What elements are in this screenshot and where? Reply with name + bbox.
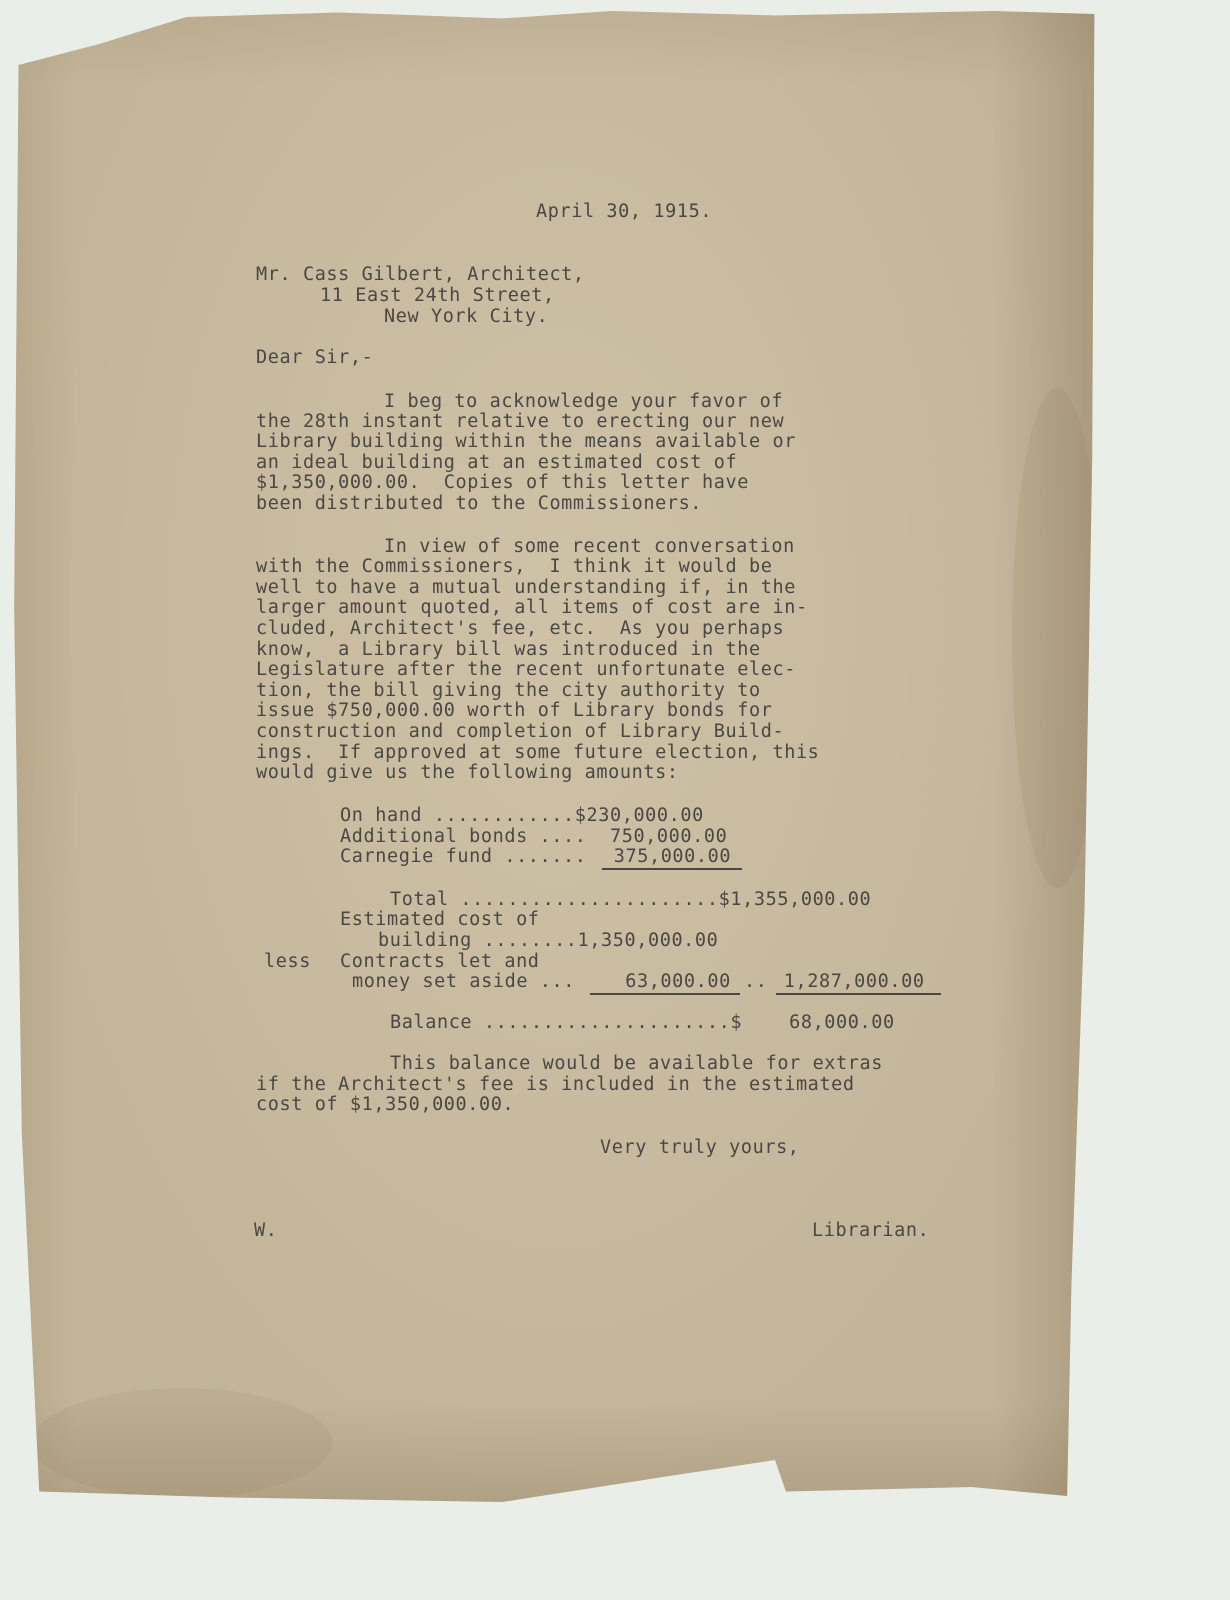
paragraph-2-line: larger amount quoted, all items of cost are in- xyxy=(256,597,808,618)
signature-title: Librarian. xyxy=(812,1220,930,1241)
paragraph-1-line: Library building within the means available or xyxy=(256,431,796,452)
amount-carnegie-label: Carnegie fund ....... xyxy=(340,846,587,867)
contracts-dots: .. xyxy=(744,971,768,992)
less-label: less xyxy=(264,951,311,972)
paragraph-1-line: the 28th instant relative to erecting our new xyxy=(256,411,785,432)
typist-initials: W. xyxy=(254,1220,278,1241)
paragraph-1-line: $1,350,000.00. Copies of this letter have xyxy=(256,472,749,493)
total-underline xyxy=(776,993,941,995)
paragraph-1-line: been distributed to the Commissioners. xyxy=(256,493,703,514)
paragraph-2-line: ings. If approved at some future election, this xyxy=(256,742,820,763)
paragraph-1-line: I beg to acknowledge your favor of xyxy=(384,391,784,412)
paragraph-1-line: an ideal building at an estimated cost of xyxy=(256,452,738,473)
address-city: New York City. xyxy=(384,306,549,327)
amount-balance: Balance .....................$ 68,000.00 xyxy=(390,1012,895,1033)
paper-stain xyxy=(1012,388,1102,888)
subtotal-underline xyxy=(602,868,742,870)
contracts-value: 63,000.00 xyxy=(590,971,731,992)
amount-additional-bonds: Additional bonds .... 750,000.00 xyxy=(340,826,728,847)
amount-carnegie-value: 375,000.00 xyxy=(602,846,732,867)
letter-date: April 30, 1915. xyxy=(536,201,713,222)
estimated-cost-label: Estimated cost of xyxy=(340,909,540,930)
paragraph-2-line: Legislature after the recent unfortunate elec- xyxy=(256,659,796,680)
paper-stain xyxy=(32,1388,332,1498)
paragraph-2-line: In view of some recent conversation xyxy=(384,536,795,557)
contracts-label: Contracts let and xyxy=(340,951,540,972)
paragraph-2-line: construction and completion of Library Build- xyxy=(256,721,785,742)
contracts-total: 1,287,000.00 xyxy=(772,971,925,992)
paragraph-2-line: issue $750,000.00 worth of Library bonds for xyxy=(256,700,773,721)
paragraph-3-line: cost of $1,350,000.00. xyxy=(256,1094,515,1115)
paragraph-2-line: well to have a mutual understanding if, in the xyxy=(256,577,796,598)
estimated-cost-building: building ........1,350,000.00 xyxy=(378,930,719,951)
paragraph-2-line: tion, the bill giving the city authority to xyxy=(256,680,761,701)
closing: Very truly yours, xyxy=(600,1137,800,1158)
amount-on-hand: On hand ............$230,000.00 xyxy=(340,805,704,826)
paragraph-2-line: know, a Library bill was introduced in the xyxy=(256,639,761,660)
salutation: Dear Sir,- xyxy=(256,347,374,368)
paragraph-2-line: would give us the following amounts: xyxy=(256,762,679,783)
address-name: Mr. Cass Gilbert, Architect, xyxy=(256,264,585,285)
contracts-underline xyxy=(590,993,740,995)
address-street: 11 East 24th Street, xyxy=(320,285,555,306)
contracts-money-label: money set aside ... xyxy=(352,971,576,992)
paragraph-3-line: This balance would be available for extras xyxy=(390,1053,883,1074)
amount-total: Total ......................$1,355,000.00 xyxy=(390,889,872,910)
paragraph-2-line: with the Commissioners, I think it would be xyxy=(256,556,773,577)
paragraph-2-line: cluded, Architect's fee, etc. As you perhaps xyxy=(256,618,785,639)
paragraph-3-line: if the Architect's fee is included in the estimated xyxy=(256,1074,855,1095)
